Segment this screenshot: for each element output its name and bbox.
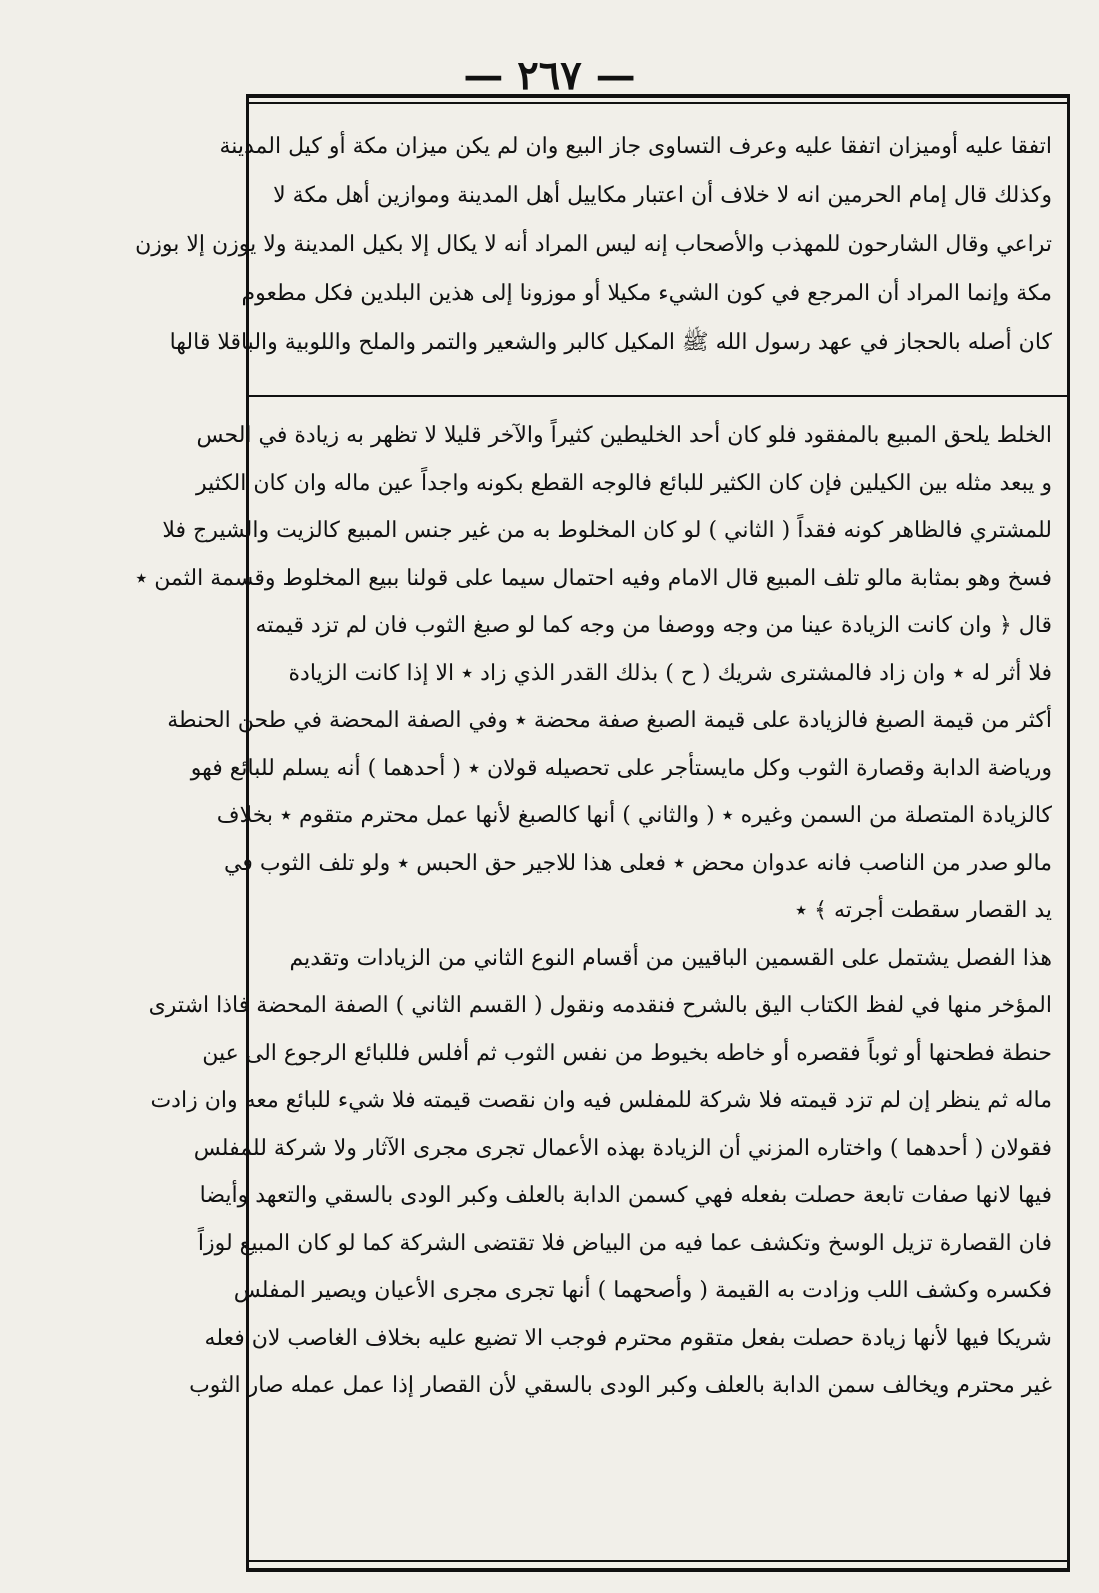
text-line: يد القصار سقطت أجرته ﴾ ٭: [795, 898, 1052, 923]
text-line: و يبعد مثله بين الكيلين فإن كان الكثير للبائع فالوجه القطع بكونه واجداً عين ماله وان كان الكثير: [195, 470, 1052, 496]
text-line: فيها لانها صفات تابعة حصلت بفعله فهي كسمن الدابة بالعلف وكبر الودى بالسقي والتعهد وأيضا: [199, 1183, 1052, 1208]
text-line: كالزيادة المتصلة من السمن وغيره ٭ ( والثاني ) أنها كالصبغ لأنها عمل محترم متقوم ٭ بخلاف: [216, 803, 1052, 828]
text-line: أكثر من قيمة الصبغ فالزيادة على قيمة الصبغ صفة محضة ٭ وفي الصفة المحضة في طحن الحنطة: [167, 708, 1052, 733]
text-line: اتفقا عليه أوميزان اتفقا عليه وعرف التساوى جاز البيع وان لم يكن ميزان مكة أو كيل المدينة: [219, 134, 1052, 159]
text-line: فكسره وكشف اللب وزادت به القيمة ( وأصحهما ) أنها تجرى مجرى الأعيان ويصير المفلس: [233, 1278, 1052, 1303]
text-line: فسخ وهو بمثابة مالو تلف المبيع قال الامام وفيه احتمال سيما على قولنا ببيع المخلوط وقسمة الثمن ٭: [135, 565, 1052, 591]
text-line: المؤخر منها في لفظ الكتاب اليق بالشرح فنقدمه ونقول ( القسم الثاني ) الصفة المحضة فاذا اشترى: [148, 993, 1052, 1018]
text-line: مالو صدر من الناصب فانه عدوان محض ٭ فعلى هذا للاجير حق الحبس ٭ ولو تلف الثوب في: [223, 850, 1052, 876]
text-line: مكة وإنما المراد أن المرجع في كون الشيء مكيلا أو موزونا إلى هذين البلدين فكل مطعوم: [241, 281, 1052, 306]
text-line: ورياضة الدابة وقصارة الثوب وكل مايستأجر على تحصيله قولان ٭ ( أحدهما ) أنه يسلم للبائع فهو: [190, 755, 1052, 781]
text-line: ماله ثم ينظر إن لم تزد قيمته فلا شركة للمفلس فيه وان نقصت قيمته فلا شيء للبائع معه وان زادت: [150, 1088, 1052, 1113]
text-line: غير محترم ويخالف سمن الدابة بالعلف وكبر الودى بالسقي لأن القصار إذا عمل عمله صار الثوب: [189, 1373, 1052, 1398]
page-number: — ٢٦٧ —: [463, 52, 636, 99]
section-divider: [246, 395, 1070, 397]
text-line: الخلط يلحق المبيع بالمفقود فلو كان أحد الخليطين كثيراً والآخر قليلا لا تظهر به زيادة في الحس: [196, 423, 1052, 448]
text-line: فقولان ( أحدهما ) واختاره المزني أن الزيادة بهذه الأعمال تجرى مجرى الآثار ولا شركة للمفلس: [193, 1135, 1052, 1161]
text-line: حنطة فطحنها أو ثوباً فقصره أو خاطه بخيوط من نفس الثوب ثم أفلس فللبائع الرجوع الى عين: [202, 1040, 1052, 1066]
top-double-rule: [246, 94, 1070, 104]
text-line: فلا أثر له ٭ وان زاد فالمشترى شريك ( ح ) بذلك القدر الذي زاد ٭ الا إذا كانت الزيادة: [288, 660, 1052, 686]
text-line: قال ﴿ وان كانت الزيادة عينا من وجه ووصفا من وجه كما لو صبغ الثوب فان لم تزد قيمته: [255, 613, 1052, 638]
text-line: شريكا فيها لأنها زيادة حصلت بفعل متقوم محترم فوجب الا تضيع عليه بخلاف الغاصب لان فعله: [204, 1325, 1052, 1351]
text-line: تراعي وقال الشارحون للمهذب والأصحاب إنه ليس المراد أنه لا يكال إلا بكيل المدينة ولا يوزن إلا بوزن: [135, 232, 1052, 257]
top-text-section: [135, 122, 1052, 367]
text-line: فان القصارة تزيل الوسخ وتكشف عما فيه من البياض فلا تقتضى الشركة كما لو كان المبيع لوزاً: [197, 1230, 1052, 1256]
text-line: كان أصله بالحجاز في عهد رسول الله ﷺ المكيل كالبر والشعير والتمر والملح واللوبية والباقلا قالها: [169, 330, 1052, 355]
bottom-text-section: [135, 412, 1052, 1410]
bottom-double-rule: [246, 1560, 1070, 1572]
text-line: هذا الفصل يشتمل على القسمين الباقيين من أقسام النوع الثاني من الزيادات وتقديم: [289, 945, 1052, 971]
text-line: وكذلك قال إمام الحرمين انه لا خلاف أن اعتبار مكاييل أهل المدينة وموازين أهل مكة لا: [273, 183, 1052, 208]
text-line: للمشتري فالظاهر كونه فقداً ( الثاني ) لو كان المخلوط به من غير جنس المبيع كالزيت والشيرج فلا: [162, 518, 1052, 543]
